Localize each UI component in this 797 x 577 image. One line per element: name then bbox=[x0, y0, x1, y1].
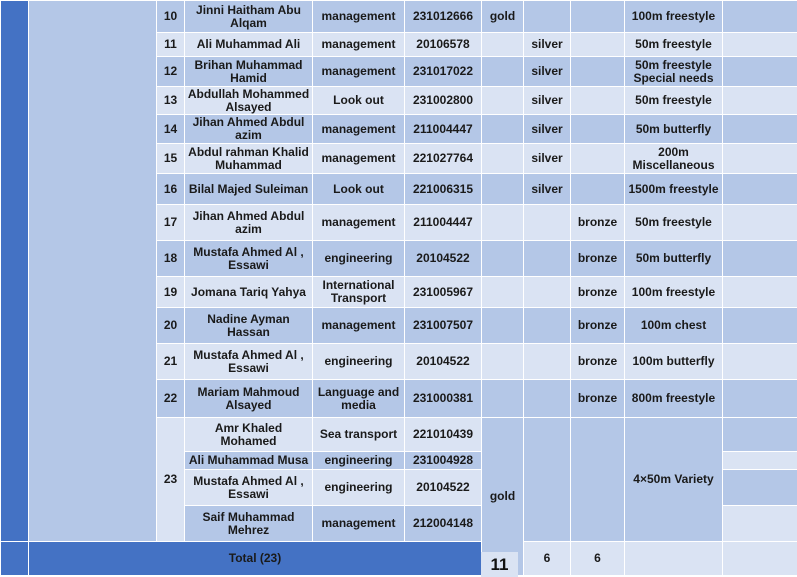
silver-cell bbox=[524, 205, 571, 241]
athlete-name: Ali Muhammad Ali bbox=[185, 33, 313, 57]
row-number: 23 bbox=[157, 418, 185, 542]
blank-cell bbox=[723, 144, 797, 174]
event-name: 100m butterfly bbox=[625, 344, 723, 380]
row-number: 10 bbox=[157, 1, 185, 33]
bronze-cell: bronze bbox=[571, 277, 625, 308]
bronze-cell bbox=[571, 87, 625, 115]
department: Sea transport bbox=[313, 418, 405, 452]
student-id: 221006315 bbox=[405, 174, 482, 205]
row-number: 15 bbox=[157, 144, 185, 174]
left-spacer-column bbox=[29, 1, 157, 542]
event-name: 50m butterfly bbox=[625, 241, 723, 277]
department: management bbox=[313, 205, 405, 241]
row-number: 20 bbox=[157, 308, 185, 344]
student-id: 20104522 bbox=[405, 470, 482, 506]
gold-cell bbox=[482, 308, 524, 344]
student-id: 212004148 bbox=[405, 506, 482, 542]
department: Look out bbox=[313, 87, 405, 115]
student-id: 231007507 bbox=[405, 308, 482, 344]
silver-cell bbox=[524, 344, 571, 380]
silver-cell bbox=[524, 1, 571, 33]
bronze-cell bbox=[571, 33, 625, 57]
athlete-name: Jomana Tariq Yahya bbox=[185, 277, 313, 308]
silver-cell bbox=[524, 380, 571, 418]
silver-cell bbox=[524, 277, 571, 308]
student-id: 211004447 bbox=[405, 115, 482, 144]
student-id: 231004928 bbox=[405, 452, 482, 470]
row-number: 11 bbox=[157, 33, 185, 57]
gold-cell bbox=[482, 174, 524, 205]
row-number: 12 bbox=[157, 57, 185, 87]
relay-bronze-cell bbox=[571, 418, 625, 542]
department: management bbox=[313, 1, 405, 33]
total-accent-cell bbox=[1, 542, 29, 576]
blank-cell bbox=[723, 277, 797, 308]
table-row bbox=[1, 1, 797, 33]
blank-cell bbox=[723, 57, 797, 87]
blank-cell bbox=[723, 452, 797, 470]
event-name: 50m freestyle bbox=[625, 87, 723, 115]
event-name: 800m freestyle bbox=[625, 380, 723, 418]
table-body bbox=[1, 1, 797, 576]
gold-cell bbox=[482, 87, 524, 115]
gold-cell bbox=[482, 144, 524, 174]
department: management bbox=[313, 57, 405, 87]
athlete-name: Ali Muhammad Musa bbox=[185, 452, 313, 470]
student-id: 221010439 bbox=[405, 418, 482, 452]
athlete-name: Mariam Mahmoud Alsayed bbox=[185, 380, 313, 418]
gold-cell bbox=[482, 115, 524, 144]
total-gold-count: 11 bbox=[481, 552, 518, 577]
blank-cell bbox=[723, 241, 797, 277]
department: management bbox=[313, 33, 405, 57]
department: engineering bbox=[313, 344, 405, 380]
blank-cell bbox=[723, 308, 797, 344]
silver-cell: silver bbox=[524, 144, 571, 174]
bronze-cell: bronze bbox=[571, 241, 625, 277]
student-id: 231000381 bbox=[405, 380, 482, 418]
athlete-name: Jihan Ahmed Abdul azim bbox=[185, 205, 313, 241]
total-silver-count: 6 bbox=[524, 542, 571, 576]
event-name: 100m chest bbox=[625, 308, 723, 344]
athlete-name: Nadine Ayman Hassan bbox=[185, 308, 313, 344]
blank-cell bbox=[723, 344, 797, 380]
relay-event-name: 4×50m Variety bbox=[625, 418, 723, 542]
left-accent-column bbox=[1, 1, 29, 542]
athlete-name: Amr Khaled Mohamed bbox=[185, 418, 313, 452]
event-name: 100m freestyle bbox=[625, 277, 723, 308]
silver-cell: silver bbox=[524, 174, 571, 205]
row-number: 17 bbox=[157, 205, 185, 241]
silver-cell bbox=[524, 241, 571, 277]
department: engineering bbox=[313, 470, 405, 506]
row-number: 16 bbox=[157, 174, 185, 205]
student-id: 231012666 bbox=[405, 1, 482, 33]
department: engineering bbox=[313, 452, 405, 470]
gold-cell bbox=[482, 380, 524, 418]
bronze-cell bbox=[571, 174, 625, 205]
department: Look out bbox=[313, 174, 405, 205]
student-id: 231005967 bbox=[405, 277, 482, 308]
blank-cell bbox=[723, 380, 797, 418]
student-id: 231002800 bbox=[405, 87, 482, 115]
blank-cell bbox=[723, 115, 797, 144]
athlete-name: Mustafa Ahmed Al , Essawi bbox=[185, 470, 313, 506]
blank-cell bbox=[723, 470, 797, 506]
department: management bbox=[313, 144, 405, 174]
bronze-cell: bronze bbox=[571, 205, 625, 241]
event-name: 50m freestyle bbox=[625, 205, 723, 241]
blank-cell bbox=[723, 1, 797, 33]
gold-cell: gold bbox=[482, 1, 524, 33]
gold-cell bbox=[482, 57, 524, 87]
relay-gold-cell: gold bbox=[482, 418, 524, 576]
bronze-cell: bronze bbox=[571, 344, 625, 380]
bronze-cell bbox=[571, 57, 625, 87]
silver-cell bbox=[524, 308, 571, 344]
blank-cell bbox=[723, 205, 797, 241]
student-id: 20104522 bbox=[405, 344, 482, 380]
department: International Transport bbox=[313, 277, 405, 308]
blank-cell bbox=[723, 33, 797, 57]
athlete-name: Mustafa Ahmed Al , Essawi bbox=[185, 344, 313, 380]
row-number: 19 bbox=[157, 277, 185, 308]
athlete-name: Brihan Muhammad Hamid bbox=[185, 57, 313, 87]
total-blank-event bbox=[625, 542, 723, 576]
department: management bbox=[313, 115, 405, 144]
event-name: 200m Miscellaneous bbox=[625, 144, 723, 174]
relay-silver-cell bbox=[524, 418, 571, 542]
blank-cell bbox=[723, 506, 797, 542]
gold-cell bbox=[482, 241, 524, 277]
bronze-cell bbox=[571, 144, 625, 174]
student-id: 20104522 bbox=[405, 241, 482, 277]
gold-cell bbox=[482, 344, 524, 380]
athlete-name: Abdul rahman Khalid Muhammad bbox=[185, 144, 313, 174]
gold-cell bbox=[482, 277, 524, 308]
athlete-name: Abdullah Mohammed Alsayed bbox=[185, 87, 313, 115]
gold-cell bbox=[482, 33, 524, 57]
student-id: 211004447 bbox=[405, 205, 482, 241]
gold-cell bbox=[482, 205, 524, 241]
athlete-name: Jinni Haitham Abu Alqam bbox=[185, 1, 313, 33]
event-name: 1500m freestyle bbox=[625, 174, 723, 205]
row-number: 18 bbox=[157, 241, 185, 277]
blank-cell bbox=[723, 174, 797, 205]
total-label: Total (23) bbox=[29, 542, 482, 576]
blank-cell bbox=[723, 87, 797, 115]
department: management bbox=[313, 308, 405, 344]
student-id: 231017022 bbox=[405, 57, 482, 87]
silver-cell: silver bbox=[524, 57, 571, 87]
event-name: 50m freestyle bbox=[625, 33, 723, 57]
athlete-name: Saif Muhammad Mehrez bbox=[185, 506, 313, 542]
department: engineering bbox=[313, 241, 405, 277]
student-id: 20106578 bbox=[405, 33, 482, 57]
student-id: 221027764 bbox=[405, 144, 482, 174]
bronze-cell: bronze bbox=[571, 380, 625, 418]
athlete-name: Mustafa Ahmed Al , Essawi bbox=[185, 241, 313, 277]
total-row bbox=[1, 542, 797, 576]
blank-cell bbox=[723, 418, 797, 452]
event-name: 50m butterfly bbox=[625, 115, 723, 144]
silver-cell: silver bbox=[524, 115, 571, 144]
row-number: 21 bbox=[157, 344, 185, 380]
bronze-cell bbox=[571, 1, 625, 33]
athlete-name: Jihan Ahmed Abdul azim bbox=[185, 115, 313, 144]
silver-cell: silver bbox=[524, 33, 571, 57]
athlete-name: Bilal Majed Suleiman bbox=[185, 174, 313, 205]
department: management bbox=[313, 506, 405, 542]
row-number: 22 bbox=[157, 380, 185, 418]
department: Language and media bbox=[313, 380, 405, 418]
event-name: 50m freestyle Special needs bbox=[625, 57, 723, 87]
total-blank-last bbox=[723, 542, 797, 576]
total-bronze-count: 6 bbox=[571, 542, 625, 576]
row-number: 14 bbox=[157, 115, 185, 144]
event-name: 100m freestyle bbox=[625, 1, 723, 33]
bronze-cell bbox=[571, 115, 625, 144]
row-number: 13 bbox=[157, 87, 185, 115]
silver-cell: silver bbox=[524, 87, 571, 115]
bronze-cell: bronze bbox=[571, 308, 625, 344]
